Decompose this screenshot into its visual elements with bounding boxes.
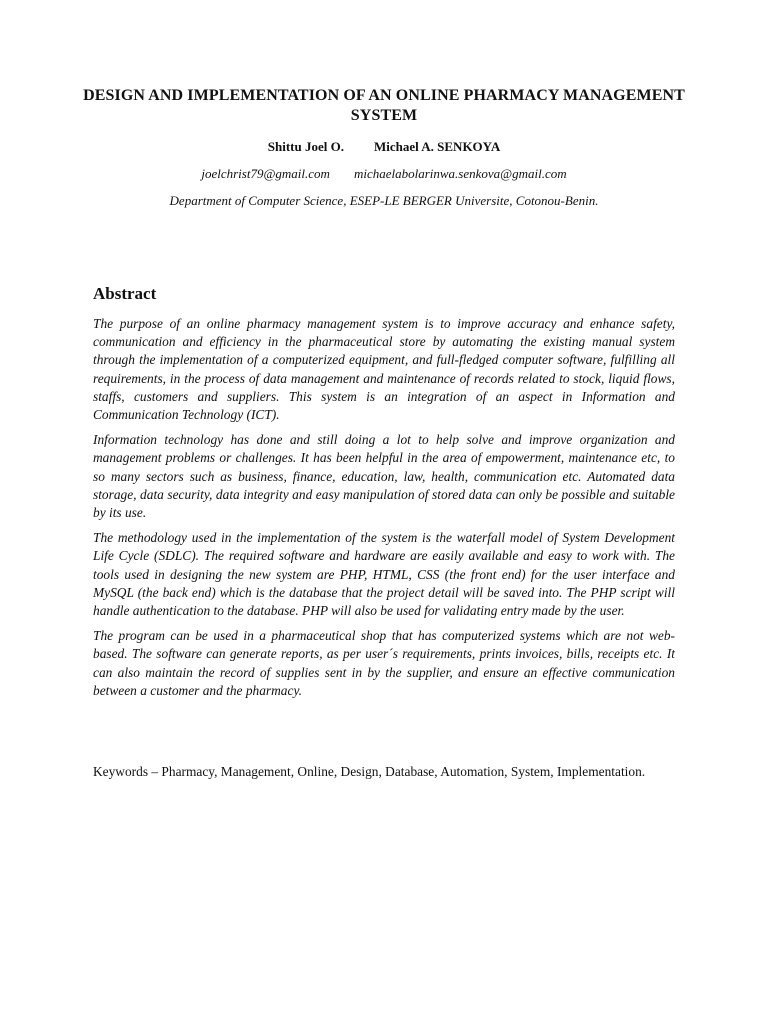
abstract-paragraph: The methodology used in the implementation of the system is the waterfall model of System Development Life Cycle (SDLC). The required software and hardware are easily available and easy to work with. The tools used in designing the new system are PHP, HTML, CSS (the front end) for the user interface and MySQL (the back end) which is the database that the project detail will be saved into. The PHP script will handle authentication to the database. PHP will also be used for validating entry made by the user.: [93, 530, 675, 619]
author-email: michaelabolarinwa.senkova@gmail.com: [353, 166, 567, 181]
abstract-body: [93, 315, 675, 707]
abstract-paragraph: The purpose of an online pharmacy management system is to improve accuracy and enhance safety, communication and efficiency in the pharmaceutical store by automating the existing manual system through the implementation of a computerized equipment, and full-fledged computer software, fulfilling all requirements, in the process of data management and maintenance of records related to stock, liquid flows, staffs, customers and suppliers. This system is an integration of an aspect in Information and Communication Technology (ICT).: [93, 316, 675, 423]
keywords: Keywords – Pharmacy, Management, Online, Design, Database, Automation, System, Implementation.: [93, 764, 646, 779]
author-emails: [0, 166, 768, 182]
paper-title: DESIGN AND IMPLEMENTATION OF AN ONLINE PHARMACY MANAGEMENT SYSTEM: [83, 87, 685, 124]
abstract-heading: Abstract: [93, 284, 157, 303]
author-list: [0, 139, 768, 155]
abstract-paragraph: The program can be used in a pharmaceutical shop that has computerized systems which are not web-based. The software can generate reports, as per user´s requirements, prints invoices, bills, receipts etc. It can also maintain the record of supplies sent in by the supplier, and ensure an effective communication between a customer and the pharmacy.: [93, 628, 675, 698]
author-name: Shittu Joel O.: [267, 139, 344, 154]
author-email: joelchrist79@gmail.com: [201, 166, 330, 181]
affiliation: Department of Computer Science, ESEP-LE BERGER Universite, Cotonou-Benin.: [169, 193, 599, 208]
abstract-paragraph: Information technology has done and still doing a lot to help solve and improve organization and management problems or challenges. It has been helpful in the area of empowerment, maintenance etc, to so many sectors such as business, finance, education, law, health, communication etc. Automated data storage, data security, data integrity and easy manipulation of stored data can only be possible and suitable by its use.: [93, 432, 675, 521]
author-name: Michael A. SENKOYA: [373, 139, 501, 154]
